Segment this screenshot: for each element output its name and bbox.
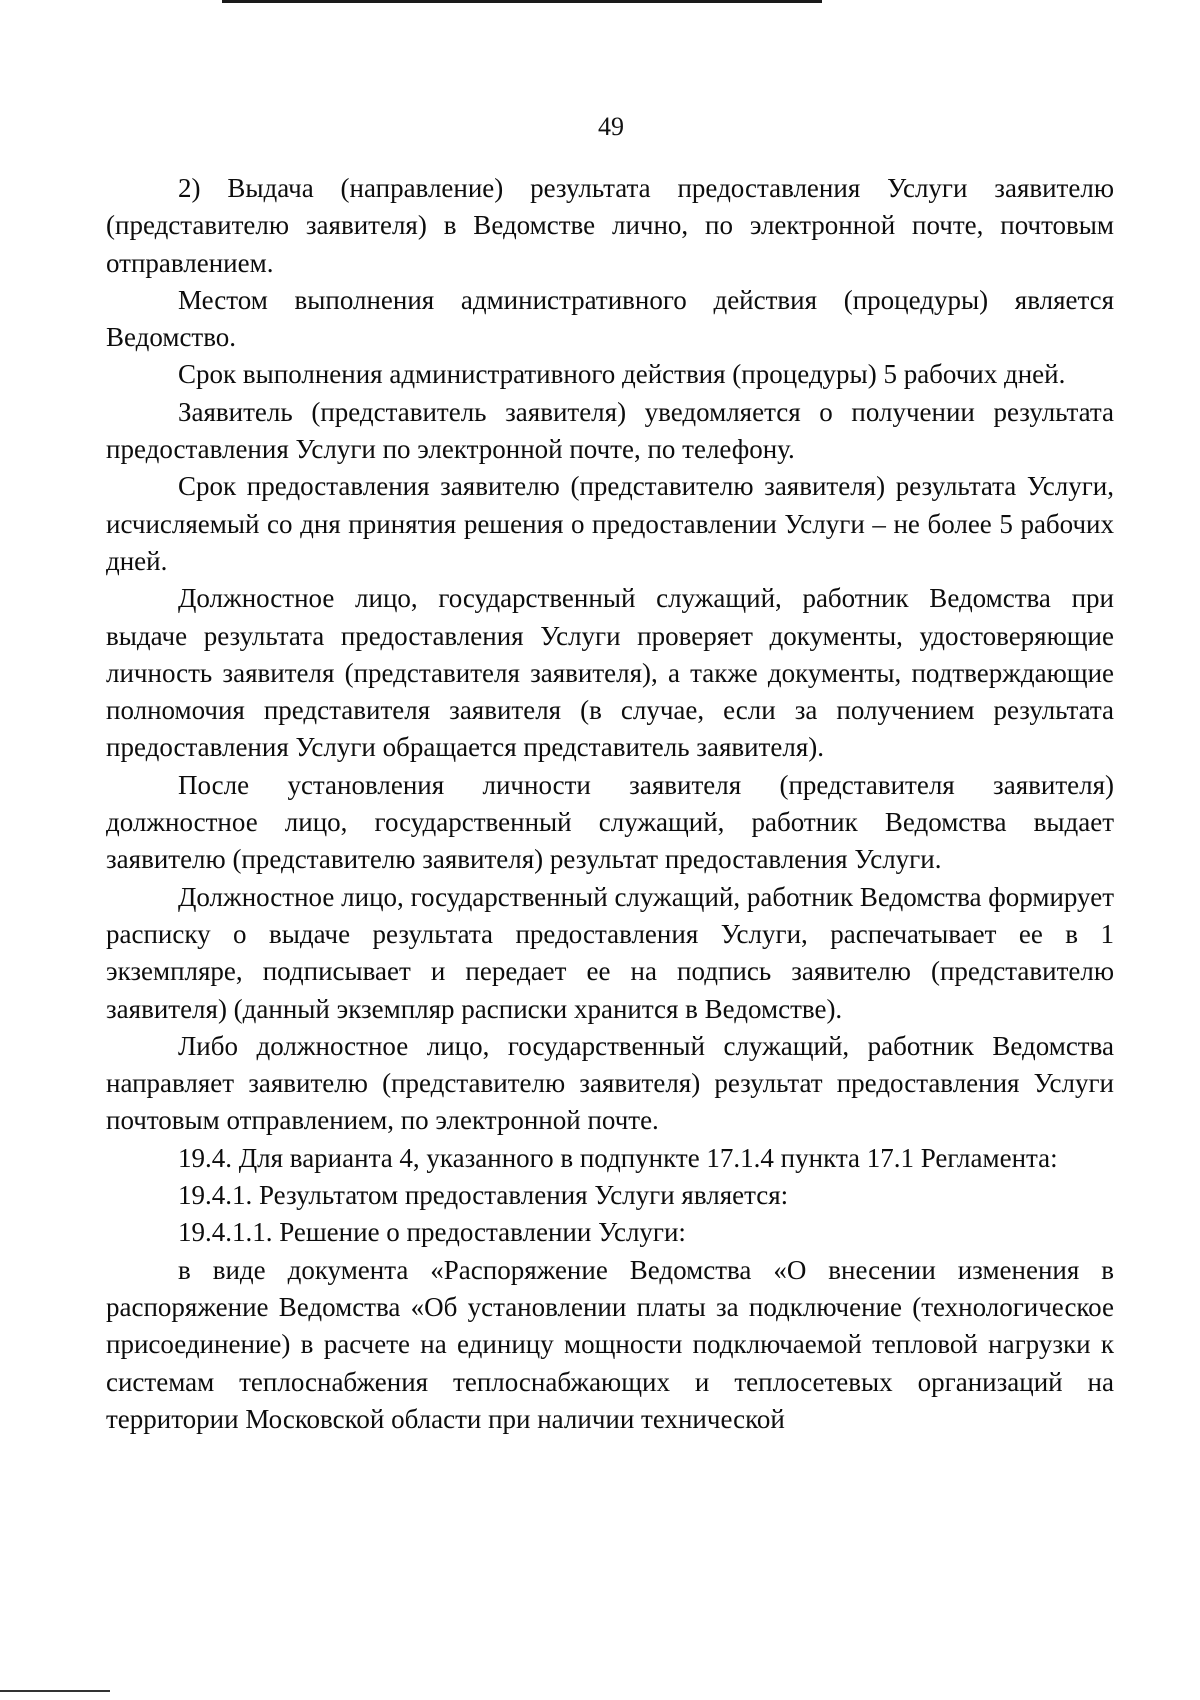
paragraph: 2) Выдача (направление) результата предоставления Услуги заявителю (представителю заявителя) в Ведомстве лично, по электронной почте, почтовым отправлением. bbox=[106, 173, 1114, 278]
scan-edge-top bbox=[222, 0, 822, 3]
paragraph: Местом выполнения административного действия (процедуры) является Ведомство. bbox=[106, 284, 1114, 353]
scan-edge-bottom bbox=[0, 1690, 110, 1692]
paragraph: 19.4. Для варианта 4, указанного в подпункте 17.1.4 пункта 17.1 Регламента: bbox=[178, 1142, 1058, 1173]
paragraph: 19.4.1. Результатом предоставления Услуги является: bbox=[178, 1180, 789, 1211]
paragraph: Срок предоставления заявителю (представителю заявителя) результата Услуги, исчисляемый со дня принятия решения о предоставлении Услуги – не более 5 рабочих дней. bbox=[106, 471, 1114, 576]
paragraph: Должностное лицо, государственный служащий, работник Ведомства при выдаче результата предоставления Услуги проверяет документы, удостоверяющие личность заявителя (представителя заявителя), а также документы, подтверждающие полномочия представителя заявителя (в случае, если за получением результата предоставления Услуги обращается представитель заявителя). bbox=[106, 583, 1114, 763]
paragraph: Либо должностное лицо, государственный служащий, работник Ведомства направляет заявителю (представителю заявителя) результат предоставления Услуги почтовым отправлением, по электронной почте. bbox=[106, 1030, 1114, 1136]
paragraph: После установления личности заявителя (представителя заявителя) должностное лицо, государственный служащий, работник Ведомства выдает заявителю (представителю заявителя) результат предоставления Услуги. bbox=[106, 769, 1114, 875]
document-body bbox=[106, 170, 1114, 1438]
paragraph: в виде документа «Распоряжение Ведомства «О внесении изменения в распоряжение Ведомства «Об установлении платы за подключение (технологическое присоединение) в расчете на единицу мощности подключаемой тепловой нагрузки к системам теплоснабжения теплоснабжающих и теплосетевых организаций на территории Московской области при наличии технической bbox=[106, 1254, 1114, 1434]
paragraph: 19.4.1.1. Решение о предоставлении Услуги: bbox=[178, 1217, 686, 1248]
page-number: 49 bbox=[598, 112, 624, 141]
paragraph: Срок выполнения административного действия (процедуры) 5 рабочих дней. bbox=[178, 359, 1066, 390]
paragraph: Заявитель (представитель заявителя) уведомляется о получении результата предоставления Услуги по электронной почте, по телефону. bbox=[106, 396, 1114, 465]
paragraph: Должностное лицо, государственный служащий, работник Ведомства формирует расписку о выдаче результата предоставления Услуги, распечатывает ее в 1 экземпляре, подписывает и передает ее на подпись заявителю (представителю заявителя) (данный экземпляр расписки хранится в Ведомстве). bbox=[106, 881, 1114, 1024]
